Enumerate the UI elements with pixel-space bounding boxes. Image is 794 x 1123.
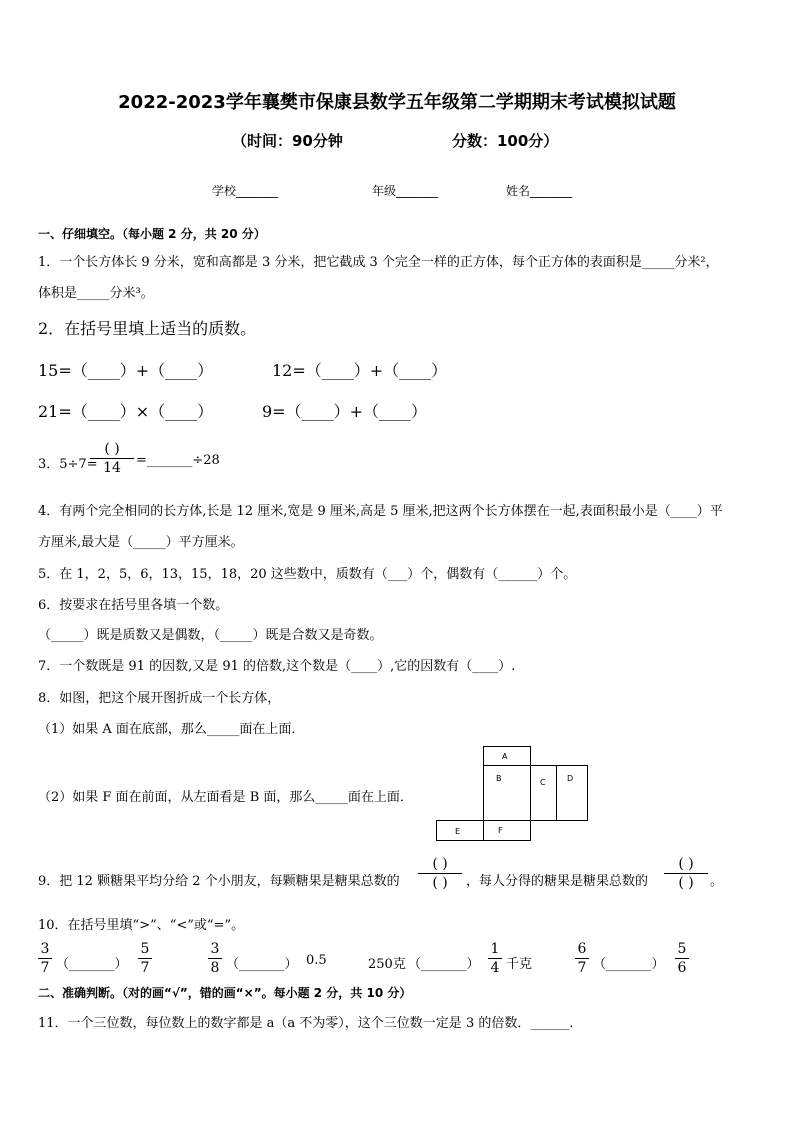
face-d: D: [556, 765, 588, 821]
question-6-line1: 6．按要求在括号里各填一个数。: [38, 598, 229, 613]
question-4-line1: 4．有两个完全相同的长方体,长是 12 厘米,宽是 9 厘米,高是 5 厘米,把这两个长方体摆在一起,表面积最小是（____）平: [38, 504, 723, 519]
compare-blank: （_______）: [226, 957, 298, 972]
question-4-line2: 方厘米,最大是（_____）平方厘米。: [38, 535, 244, 550]
face-f: F: [483, 820, 531, 841]
question-9-part1: 9．把 12 颗糖果平均分给 2 个小朋友，每颗糖果是糖果总数的: [38, 874, 400, 889]
question-1-line1: 1．一个长方体长 9 分米，宽和高都是 3 分米，把它截成 3 个完全一样的正方体，每个正方体的表面积是_____分米²，: [38, 255, 719, 270]
question-2-a: 15=（____）+（____）: [38, 361, 214, 380]
fraction: 6 7: [575, 940, 589, 977]
question-10: 10．在括号里填“>”、“<”或“=”。: [38, 918, 245, 933]
face-e: E: [436, 820, 484, 841]
section-1-heading: 一、仔细填空。（每小题 2 分，共 20 分）: [38, 227, 266, 241]
exam-score: 分数：100分）: [452, 132, 559, 150]
grade-field: 年级_______: [372, 184, 439, 198]
page-title: 2022-2023学年襄樊市保康县数学五年级第二学期期末考试模拟试题: [118, 92, 676, 113]
fraction-denominator: 14: [103, 460, 121, 476]
fraction: 5 6: [675, 940, 689, 977]
school-field: 学校_______: [212, 184, 279, 198]
fraction: 5 7: [138, 940, 152, 977]
name-field: 姓名_______: [506, 184, 573, 198]
unit-label: 千克: [506, 957, 533, 972]
compare-value: 0.5: [306, 953, 327, 968]
question-2-c: 21=（____）×（____）: [38, 402, 214, 421]
question-9-part2: ，每人分得的糖果是糖果总数的: [466, 874, 649, 889]
fraction: 3 8: [208, 940, 222, 977]
question-1-line2: 体积是_____分米³。: [38, 286, 154, 301]
question-9-fraction-2: ( ) ( ): [664, 855, 708, 892]
question-7: 7．一个数既是 91 的因数,又是 91 的倍数,这个数是（____）,它的因数有（____）.: [38, 659, 516, 674]
question-6-line2: （_____）既是质数又是偶数，（_____）既是合数又是奇数。: [38, 628, 383, 643]
question-3-suffix: =_______÷28: [136, 453, 220, 468]
fraction: 1 4: [488, 940, 502, 977]
fraction-numerator: ( ): [104, 441, 120, 457]
question-8-line1: 8．如图，把这个展开图折成一个长方体，: [38, 691, 281, 706]
face-c: C: [530, 765, 557, 821]
compare-blank: （_______）: [408, 957, 480, 972]
question-2-d: 9=（____）+（____）: [262, 402, 427, 421]
question-8-line3: （2）如果 F 面在前面，从左面看是 B 面，那么_____面在上面．: [38, 790, 413, 805]
section-2-heading: 二、准确判断。（对的画“√”，错的画“×”。每小题 2 分，共 10 分）: [38, 986, 412, 1000]
question-3-prefix: 3．5÷7=: [38, 457, 98, 472]
question-11: 11．一个三位数，每位数上的数字都是 a（a 不为零），这个三位数一定是 3 的倍数．______．: [38, 1016, 583, 1031]
question-2-b: 12=（____）+（____）: [272, 361, 448, 380]
question-3-fraction: [90, 440, 134, 477]
exam-time: （时间：90分钟: [232, 132, 343, 150]
compare-value: 250克: [368, 957, 406, 972]
question-8-line2: （1）如果 A 面在底部，那么_____面在上面．: [38, 722, 305, 737]
question-9-end: 。: [710, 874, 724, 889]
compare-blank: （_______）: [56, 957, 128, 972]
fraction: 3 7: [38, 940, 52, 977]
face-a: A: [483, 746, 531, 766]
question-5: 5．在 1，2，5，6，13，15，18，20 这些数中，质数有（___）个，偶数有（______）个。: [38, 567, 577, 582]
question-9-fraction-1: ( ) ( ): [418, 855, 462, 892]
face-b: B: [483, 765, 531, 821]
question-2: 2．在括号里填上适当的质数。: [38, 319, 257, 338]
compare-blank: （_______）: [593, 957, 665, 972]
